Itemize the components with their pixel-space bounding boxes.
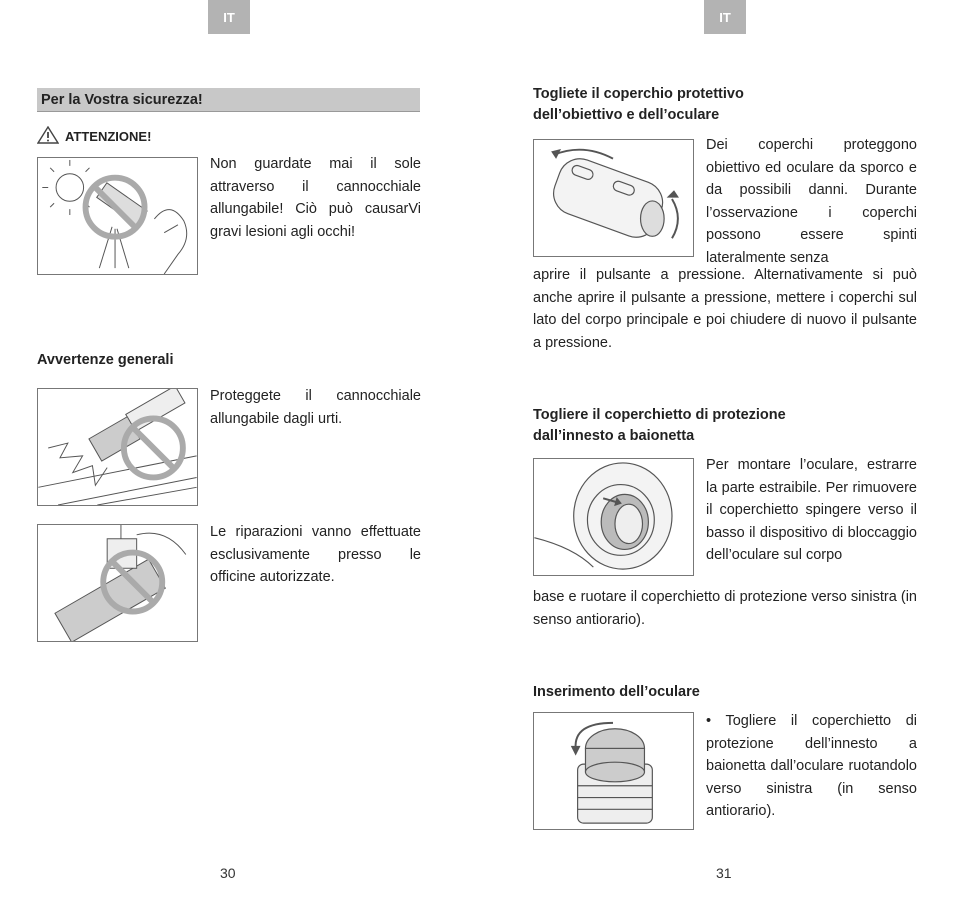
warning-triangle-icon — [37, 126, 59, 147]
eyepiece-insertion-title: Inserimento dell’oculare — [533, 684, 700, 700]
bayonet-cap-title: Togliere il coperchietto di protezione dall’innesto a baionetta — [533, 407, 786, 444]
warning-label — [37, 126, 151, 147]
eyepiece-insertion-text: • Togliere il coperchietto di protezione dell’innesto a baionetta dall’oculare ruotandolo verso sinistra (in senso antiorario). — [706, 713, 917, 819]
general-warnings-title: Avvertenze generali — [37, 352, 174, 368]
cover-removal-text-wrap: Dei coperchi proteggono obiettivo ed oculare da sporco e da possibili danni. Durante l’osservazione i coperchi possono essere spinti lateralmente senza — [706, 137, 917, 266]
cover-removal-text: aprire il pulsante a pressione. Alternativamente si può anche aprire il pulsante a pressione, mettere i coperchi sul lato del corpo principale e poi chiudere di nuovo il pulsante a pressione. — [533, 267, 917, 351]
sun-warning-illustration — [37, 157, 198, 275]
bayonet-cap-illustration — [533, 458, 694, 576]
page-number-right: 31 — [716, 865, 732, 881]
language-tab-right: IT — [704, 0, 746, 34]
language-tab-left: IT — [208, 0, 250, 34]
impact-warning-illustration — [37, 388, 198, 506]
bayonet-cap-text: base e ruotare il coperchietto di protezione verso sinistra (in senso antiorario). — [533, 589, 917, 628]
repair-warning-illustration — [37, 524, 198, 642]
impact-warning-text: Proteggete il cannocchiale allungabile dagli urti. — [210, 388, 421, 427]
cover-removal-title: Togliete il coperchio protettivo dell’obiettivo e dell’oculare — [533, 86, 744, 123]
bayonet-cap-text-wrap: Per montare l’oculare, estrarre la parte estraibile. Per rimuovere il coperchietto spingere verso il basso il dispositivo di bloccaggio dell’oculare sul corpo — [706, 457, 917, 563]
cover-removal-illustration — [533, 139, 694, 257]
warning-label-text: ATTENZIONE! — [65, 129, 152, 144]
page-number-left: 30 — [220, 865, 236, 881]
safety-section-title: Per la Vostra sicurezza! — [37, 88, 420, 112]
sun-warning-text: Non guardate mai il sole attraverso il cannocchiale allungabile! Ciò può causarVi gravi lesioni agli occhi! — [210, 156, 421, 240]
eyepiece-insertion-illustration — [533, 712, 694, 830]
repair-warning-text: Le riparazioni vanno effettuate esclusivamente presso le officine autorizzate. — [210, 524, 421, 585]
